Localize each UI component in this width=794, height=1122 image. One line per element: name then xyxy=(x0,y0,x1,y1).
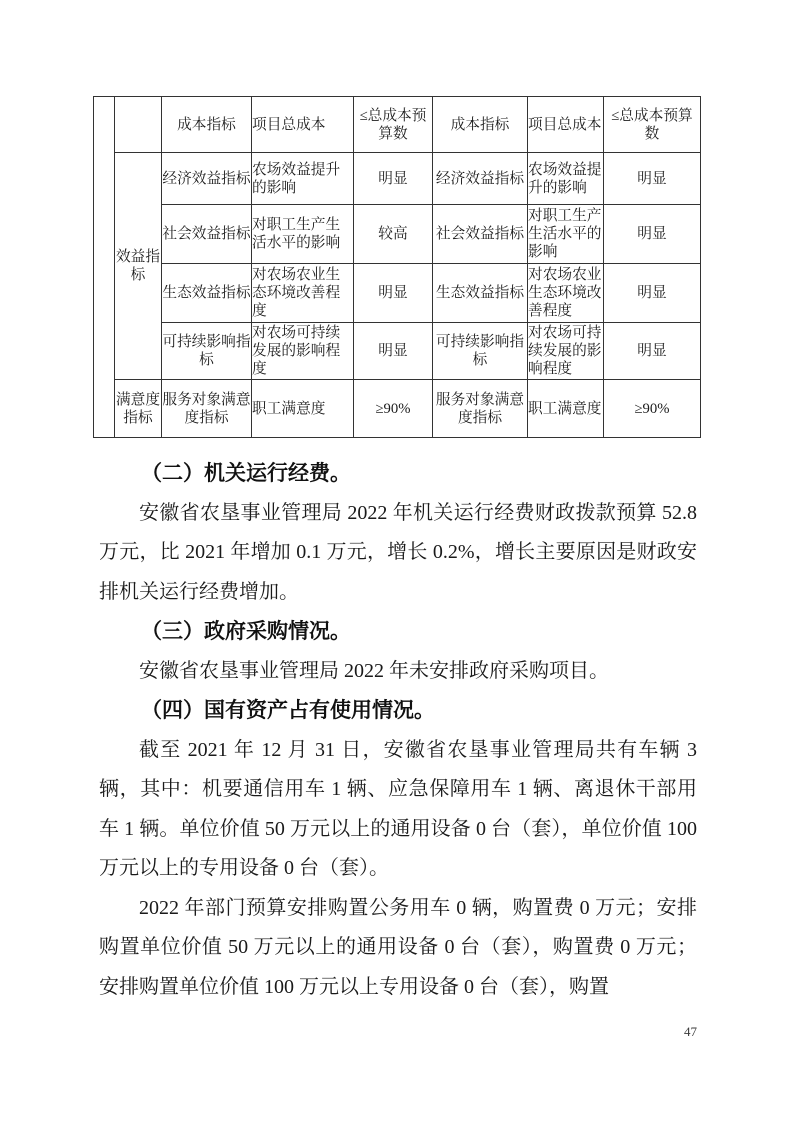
header-project-total-cost-2: 项目总成本 xyxy=(528,97,604,153)
table-header-row xyxy=(94,97,701,153)
table-cell: 明显 xyxy=(604,264,701,323)
table-row-social-benefit xyxy=(94,205,701,264)
table-row-ecological-benefit xyxy=(94,264,701,323)
table-cell: 明显 xyxy=(604,205,701,264)
header-budget-limit-1: ≤总成本预算数 xyxy=(354,97,433,153)
table-cell: 明显 xyxy=(354,153,433,205)
table-cell: 农场效益提升的影响 xyxy=(252,153,354,205)
section-2-paragraph-1: 安徽省农垦事业管理局 2022 年机关运行经费财政拨款预算 52.8 万元，比 2021 年增加 0.1 万元，增长 0.2%，增长主要原因是财政安排机关运行经费增加。 xyxy=(99,501,697,603)
table-cell: 对农场农业生态环境改善程度 xyxy=(252,264,354,323)
section-4-paragraph-1: 截至 2021 年 12 月 31 日，安徽省农垦事业管理局共有车辆 3 辆，其中：机要通信用车 1 辆、应急保障用车 1 辆、离退休干部用车 1 辆。单位价值 50 万元以上的通用设备 0 台（套），单位价值 100 万元以上的专用设备 0 台（套）。 xyxy=(99,738,697,879)
section-heading-4: （四）国有资产占有使用情况。 xyxy=(141,699,435,722)
table-cell: 服务对象满意度指标 xyxy=(433,380,528,438)
table-cell: 生态效益指标 xyxy=(433,264,528,323)
table-cell: 社会效益指标 xyxy=(162,205,252,264)
section-3-paragraph-1: 安徽省农垦事业管理局 2022 年未安排政府采购项目。 xyxy=(139,659,609,682)
table-cell: 经济效益指标 xyxy=(433,153,528,205)
table-cell: 对职工生产生活水平的影响 xyxy=(528,205,604,264)
table-cell: 较高 xyxy=(354,205,433,264)
table-cell: 对职工生产生活水平的影响 xyxy=(252,205,354,264)
table-corner-cell xyxy=(115,97,162,153)
table-cell: 职工满意度 xyxy=(528,380,604,438)
table-cell: ≥90% xyxy=(604,380,701,438)
header-budget-limit-2: ≤总成本预算数 xyxy=(604,97,701,153)
header-cost-indicator-2: 成本指标 xyxy=(433,97,528,153)
table-cell: 对农场可持续发展的影响程度 xyxy=(252,323,354,380)
section-4-paragraph-2: 2022 年部门预算安排购置公务用车 0 辆，购置费 0 万元；安排购置单位价值 50 万元以上的通用设备 0 台（套），购置费 0 万元；安排购置单位价值 100 万元以上专用设备 0 台（套），购置 xyxy=(99,896,697,998)
table-cell: 可持续影响指标 xyxy=(433,323,528,380)
table-cell: 可持续影响指标 xyxy=(162,323,252,380)
table-row-economic-benefit xyxy=(94,153,701,205)
table-cell: 对农场可持续发展的影响程度 xyxy=(528,323,604,380)
page-number: 47 xyxy=(684,1024,697,1039)
section-heading-2: （二）机关运行经费。 xyxy=(141,462,351,485)
table-cell: 明显 xyxy=(604,153,701,205)
table-cell: 生态效益指标 xyxy=(162,264,252,323)
table-left-empty-cell xyxy=(94,97,115,438)
table-cell: 对农场农业生态环境改善程度 xyxy=(528,264,604,323)
table-cell: 明显 xyxy=(354,323,433,380)
table-cell: 职工满意度 xyxy=(252,380,354,438)
document-body xyxy=(99,454,697,1007)
table-row-sustainable-impact xyxy=(94,323,701,380)
section-heading-3: （三）政府采购情况。 xyxy=(141,620,351,643)
group-label-satisfaction-indicators: 满意度指标 xyxy=(115,380,162,438)
table-cell: 经济效益指标 xyxy=(162,153,252,205)
table-cell: 明显 xyxy=(354,264,433,323)
table-cell: 服务对象满意度指标 xyxy=(162,380,252,438)
table-cell: 社会效益指标 xyxy=(433,205,528,264)
performance-indicator-table xyxy=(93,96,701,438)
table-cell: 农场效益提升的影响 xyxy=(528,153,604,205)
group-label-benefit-indicators: 效益指标 xyxy=(115,153,162,380)
table-cell: ≥90% xyxy=(354,380,433,438)
header-project-total-cost-1: 项目总成本 xyxy=(252,97,354,153)
table-cell: 明显 xyxy=(604,323,701,380)
header-cost-indicator-1: 成本指标 xyxy=(162,97,252,153)
table-row-satisfaction xyxy=(94,380,701,438)
